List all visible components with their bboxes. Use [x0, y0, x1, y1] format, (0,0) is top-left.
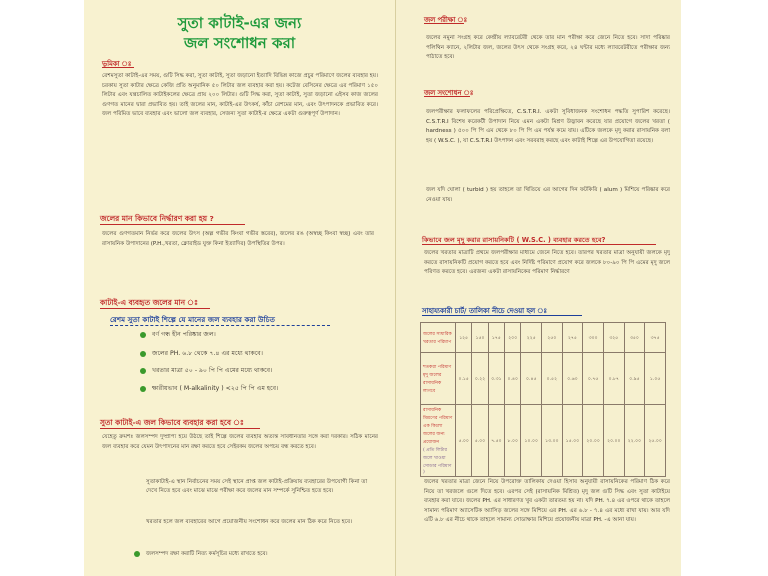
reel-bullet-1: বর্ণ গন্ধ হীন পরিষ্কার জল।: [152, 330, 372, 339]
row-label: শতকরা পরিমাণ মৃদু জলের রাসায়নিক লাগবে: [421, 353, 456, 405]
use-bullet-1: সুতাকাটাই-এ স্থান নির্বাচনের সময় সেই স্থানে প্রাপ্ত জল কাটাই-প্রক্রিয়ায় ব্যবহারের উপযোগী কিনা তা দেখে নিতে হবে এবং মাঝে মাঝে পরীক্ষা করে জলের মান সম্পর্কে সুনিশ্চিত হতে হবে।: [146, 478, 374, 514]
soften-underline: [422, 244, 656, 245]
table-cell: ৩৫০: [624, 323, 645, 353]
table-cell: ০.৫২: [542, 353, 563, 405]
intro-underline: [102, 67, 134, 68]
use-heading: সুতা কাটাই-এ জল কিভাবে ব্যবহার করা হবে ঃ: [100, 418, 244, 427]
table-cell: ১৫.০০: [562, 405, 583, 477]
table-cell: ০.২২: [472, 353, 488, 405]
reel-water-subheading: রেশম সুতা কাটাই শিল্পে যে মানের জল ব্যবহার করা উচিত: [110, 315, 275, 324]
table-cell: ৮.০০: [505, 405, 521, 477]
soften-paragraph: জলের খরতার মাত্রাটি প্রথমে জলপরীক্ষার মাধ্যমে জেনে নিতে হবে। তারপর খরতার মাত্রা অনুযায়ী জলকে মৃদু করতে রাসায়নিকটি প্রয়োগ করতে হবে এবং নির্দিষ্ট পরিমাণে প্রয়োগ করে জলকে ৮০-৯০ পি পি এমের মৃদু জলে পরিণত করতে হবে। এরজন্য একটা রাসায়নিকের পরিমাণ নির্দ্ধারণে: [424, 250, 670, 276]
table-cell: ২৫০: [542, 323, 563, 353]
table-cell: ৩০০: [583, 323, 604, 353]
use-underline: [100, 428, 260, 429]
treatment-underline: [424, 96, 470, 97]
table-row: [421, 353, 666, 405]
table-cell: ০.১৫: [456, 353, 472, 405]
quality-heading: জলের মান কিভাবে নির্দ্ধারণ করা হয় ?: [100, 214, 214, 223]
reel-bullet-3: খরতার মাত্রা ৫০ - ৯০ পি পি এমের মধ্যে থাকবে।: [152, 366, 372, 375]
table-footnote: ( প্রতি লিটার জলে খাওয়া সোডার পরিমাণ ): [423, 448, 452, 475]
bullet-dot-icon: [140, 368, 146, 374]
right-page: [395, 0, 681, 576]
table-cell: ৩২৫: [603, 323, 624, 353]
test-paragraph: জলের নমুনা সংগ্রহ করে কেন্দ্রীয় ল্যাবরেটরী থেকে তার মান পরীক্ষা করে জেনে নিতে হবে। সাদা পরিষ্কার পলিথিন ক্যানে, ২লিটার জল, জলের উৎস থেকে সংগ্রহ করে, ২৪ ঘন্টার মধ্যে ল্যাবরেটরীতে পরীক্ষার জন্য পাঠাতে হবে।: [426, 35, 670, 61]
bullet-dot-icon: [140, 386, 146, 392]
bullet-dot-icon: [140, 332, 146, 338]
use-bullet-3: জলসম্পদ রক্ষা করাটি নিত্য কর্মসূচির মধ্যে রাখতে হবে।: [146, 550, 374, 559]
table-cell: ২০.০০: [603, 405, 624, 477]
reel-water-subunderline: [110, 325, 330, 326]
quality-paragraph: জলের গুণগতমান নির্ভর করে জলের উৎস (অল্প গভীর কিংবা গভীর স্তরের), জলের রঙ (অস্বচ্ছ কিংবা স্বচ্ছ) এবং তার রাসায়নিক উপাদানের (P.H.,খরতা, ক্লোরাইড যুক্ত কিনা ইত্যাদির) উপস্থিতির উপর।: [102, 231, 374, 247]
table-cell: ১.০৫: [645, 353, 666, 405]
row-label: [421, 405, 456, 477]
chart-underline: [422, 315, 582, 316]
bottom-paragraph: জলের খরতার মাত্রা জেনে নিয়ে উপরোক্ত তালিকায় দেওয়া হিসাব অনুযায়ী রাসায়নিকের পরিমাণ ঠিক করে নিয়ে তা খরজলে গুলে দিতে হবে। এরপর সেই (রাসায়নিক মিশ্রিত) মৃদু জল গুটি সিদ্ধ এবং সুতা কাটাইয়ে ব্যবহার করা যাবে। জলের PH. এর সাধারণত খুব একটা তারতম্য হয় না। যদি PH. ৭.৪ এর ওপরে থাকে তাহলে সামান্য পরিমাণ অ্যাসেটিক অ্যাসিড় জলের সঙ্গে মিশিয়ে এর PH. এর ৬.৮ - ৭.৪ এর মধ্যে রাখা যায়। আর যদি এটি ৬.৮ এর নীচে থাকে তাহলে সামান্য সোডাক্ষার মিশিয়ে প্রয়োজনীয় মাত্রা PH. -এ আনা যায়।: [424, 479, 670, 524]
table-cell: ২২.০০: [624, 405, 645, 477]
turbid-paragraph: জল যদি ঘোলা ( turbid ) হয় তাহলে তা থিতিয়ে এর আগের দিন ফটকিরি ( alum ) মিশিয়ে পরিষ্কার করে নেওয়া যায়।: [426, 187, 670, 203]
table-row: [421, 323, 666, 353]
table-cell: ০.৯৫: [624, 353, 645, 405]
softening-chart-table: [420, 322, 666, 477]
row-label-text: রাসায়নিক মিশ্রণের পরিমাণ এক কিলো জলের জন্য প্রয়োজন: [423, 408, 453, 445]
treatment-paragraph: জলপরীক্ষার ফলাফলের পরিপ্রেক্ষিতে, C.S.T.R.I. একটা সুবিধাজনক সংশোধন পদ্ধতি সুপারিশ করেছে। C.S.T.R.I বিশেষ করেকটী উপাদান নিয়ে এমন একটা মিশ্রণ উদ্ভাবন করেছে যার প্রয়োগে জলের খরতা ( hardness ) ৫০০ পি পি এম থেকে ৮০ পি পি এম পর্যন্ত কমে যায়। এটিকে জলকে মৃদু করার রাসায়নিক বলা হয় ( W.S.C. ), যা C.S.T.R.I উৎপাদন এবং সরবরাহ করছে এবং কাটাই শিল্পে এর উপযোগিতা রয়েছে।: [426, 109, 670, 144]
soften-heading: কিভাবে জল মৃদু করার রাসায়নিকটি ( W.S.C. ) ব্যবহার করতে হবে?: [422, 236, 606, 244]
table-cell: ১০.০০: [521, 405, 542, 477]
table-cell: ৫.০০: [456, 405, 472, 477]
table-cell: ৩৭৫: [645, 323, 666, 353]
left-page: [84, 0, 395, 576]
table-cell: ১২৫: [456, 323, 472, 353]
table-cell: ২৭৫: [562, 323, 583, 353]
test-label: জল পরীক্ষা ঃ: [424, 16, 468, 24]
chart-heading: সাহায্যকারী চার্ট/ তালিকা নীচে দেওয়া হল ঃ: [422, 307, 547, 315]
quality-underline: [100, 224, 245, 225]
bullet-dot-icon: [134, 551, 140, 557]
table-cell: ২০.০০: [583, 405, 604, 477]
table-cell: ১৩.০০: [542, 405, 563, 477]
table-cell: ০.৪৫: [521, 353, 542, 405]
table-cell: ১৫০: [472, 323, 488, 353]
treatment-label: জল সংশোধন ঃ: [424, 89, 474, 97]
table-cell: ০.৪০: [505, 353, 521, 405]
table-cell: ২০০: [505, 323, 521, 353]
row-label: জলের সাধারিক খরতার পরিমাপ: [421, 323, 456, 353]
table-row: [421, 405, 666, 477]
intro-label: ভূমিকা ঃ: [102, 60, 132, 68]
table-cell: ২২৫: [521, 323, 542, 353]
reel-water-heading: কাটাই-এ ব্যবহৃত জলের মান ঃ: [100, 298, 198, 307]
bullet-dot-icon: [140, 351, 146, 357]
reel-bullet-2: জলের PH. ৬.৮ থেকে ৭.৪ এর মধ্যে থাকবে।: [152, 349, 372, 358]
page-title-line-2: জল সংশোধন করা: [183, 34, 296, 52]
reel-water-underline: [100, 308, 210, 309]
table-cell: ১৭৫: [488, 323, 504, 353]
table-cell: ০.৭৫: [583, 353, 604, 405]
table-cell: ২৫.০০: [645, 405, 666, 477]
table-cell: ০.৩১: [488, 353, 504, 405]
test-underline: [424, 23, 464, 24]
reel-bullet-4: ক্ষারীয়ভাব ( M-alkalinity ) <২৫ পি পি এম হবে।: [152, 384, 372, 393]
table-cell: ০.৮৭: [603, 353, 624, 405]
page-title-line-1: সুতা কাটাই-এর জন্য: [177, 14, 302, 32]
intro-paragraph: রেশমসুতা কাটাই-এর সময়, গুটি সিদ্ধ করা, সুতা কাটাই, সুতা জড়ানো ইত্যাদি বিভিন্ন কাজে প্রচুর পরিমাণে জলের ব্যবহার হয়। চরকায় সুতা কাটার ক্ষেত্রে কেজি প্রতি অনুমানিক ৫০ লিটার জল ব্যবহার করা হয়। কটেজ বেসিনের ক্ষেত্রে এর পরিমাণ ১৫০ লিটার এবং যন্ত্রচালিত কাটাইকলের ক্ষেত্রে প্রায় ২০০ লিটার। গুটি সিদ্ধ করা, সুতা কাটাই, সুতা জড়ানো এইসব কাজ জলের গুণগত মানের দ্বারা প্রভাবিত হয়। তাই জলের মান, কাটাই-এর উৎকর্ষ, কাঁচা রেশমের মান, এবং উৎপাদনকে প্রভাবিত করে। জল পরিমিত ভাবে ব্যবহার এবং ভালো জল ব্যবহার, সেজন্য সুতা কাটাই-র ক্ষেত্রে একটা গুরুত্বপূর্ণ উপাদান।: [102, 73, 378, 118]
table-cell: ৫.০০: [472, 405, 488, 477]
use-paragraph: যেহেতু ক্রমশঃ জলসম্পদ দুষ্প্রাপ্য হয়ে উঠছে তাই শিল্পে জলের ব্যবহার অত্যন্ত সাবধানতার সঙ্গে করা দরকার। সঠিক মানের জল ব্যবহার করে যেমন উৎপাদনের মান রক্ষা করতে হবে সেইরকম জলের অপচয় বন্ধ করতে হবে।: [102, 434, 378, 450]
use-bullet-2: খরতার হলে জল ব্যবহারের আগে প্রয়োজনীয় সংশোধন করে জলের মান ঠিক করে নিতে হবে।: [146, 518, 374, 538]
table-cell: ৭.৫০: [488, 405, 504, 477]
table-cell: ০.৬০: [562, 353, 583, 405]
